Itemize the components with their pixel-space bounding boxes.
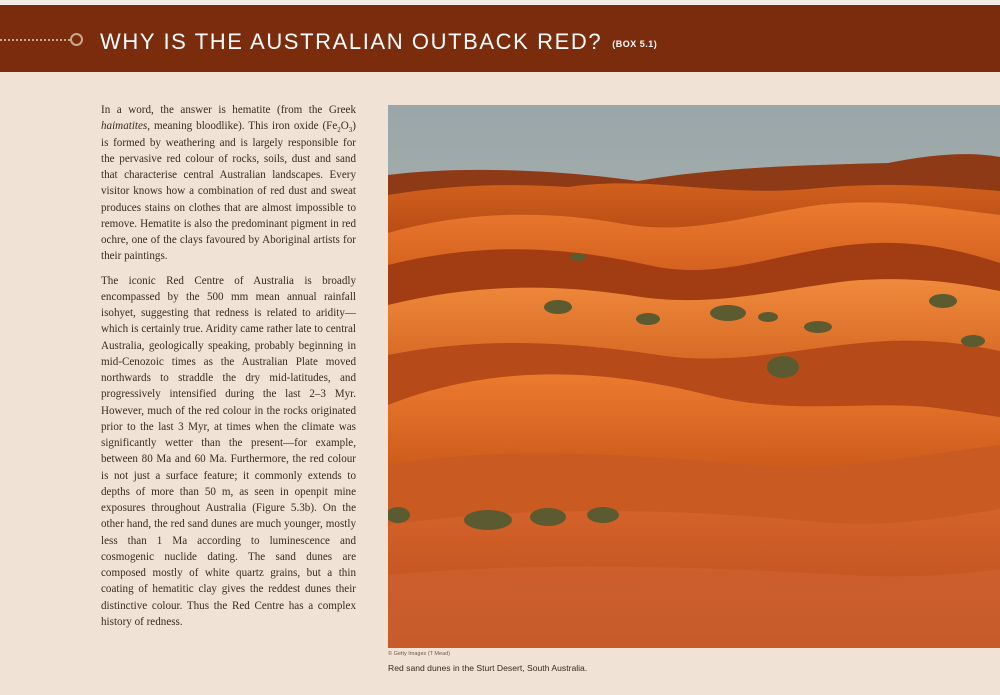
photo-credit: © Getty Images (T Mead)	[388, 651, 451, 657]
header-banner	[0, 5, 1000, 72]
box-title	[100, 29, 657, 55]
paragraph-1	[101, 102, 356, 265]
p1-text-c: O	[340, 120, 349, 133]
p1-text-b: , meaning bloodlike). This iron oxide (Fe	[147, 120, 338, 133]
figure-caption: Red sand dunes in the Sturt Desert, South Australia.	[388, 663, 588, 673]
p1-italic-term: haimatites	[101, 120, 148, 133]
dotted-line-ornament	[0, 39, 70, 41]
body-text	[101, 102, 356, 638]
red-sand-dunes-photo	[388, 105, 1000, 648]
p1-subscript-1: 2	[337, 126, 341, 135]
paragraph-2: The iconic Red Centre of Australia is broadly encompassed by the 500 mm mean annual rainfall isohyet, suggesting that redness is related to aridity—which is certainly true. Aridity came rather late to central Australia, geologically speaking, probably beginning in mid-Cenozoic times as the Australian Plate moved northwards to straddle the dry mid-latitudes, and progressively intensified during the last 2–3 Myr. However, much of the red colour in the rocks originated prior to the last 3 Myr, at times when the climate was significantly wetter than the present—for example, between 80 Ma and 60 Ma. Furthermore, the red colour is not just a surface feature; it commonly extends to depths of more than 50 m, as seen in openpit mine exposures throughout Australia (Figure 5.3b). On the other hand, the red sand dunes are much younger, mostly less than 1 Ma according to luminescence and cosmogenic nuclide dating. The sand dunes are composed mostly of white quartz grains, but a thin coating of hematitic clay gives the reddest dunes their distinctive colour. Thus the Red Centre has a complex history of redness.	[101, 274, 356, 628]
box-title-text: WHY IS THE AUSTRALIAN OUTBACK RED?	[100, 29, 603, 54]
circle-ornament-icon	[70, 33, 83, 46]
p1-text-a: In a word, the answer is hematite (from the Greek	[101, 104, 356, 116]
p1-subscript-2: 3	[348, 126, 353, 135]
box-number-label: (BOX 5.1)	[612, 39, 658, 49]
p1-text-d: ) is formed by weathering and is largely responsible for the pervasive red colour of rocks, soils, dust and sand that characterise central Australian landscapes. Every visitor knows how a combination of red dust and sweat produces stains on clothes that are almost impossible to remove. Hematite is also the predominant pigment in red ochre, one of the clays favoured by Aboriginal artists for their paintings.	[101, 120, 356, 263]
